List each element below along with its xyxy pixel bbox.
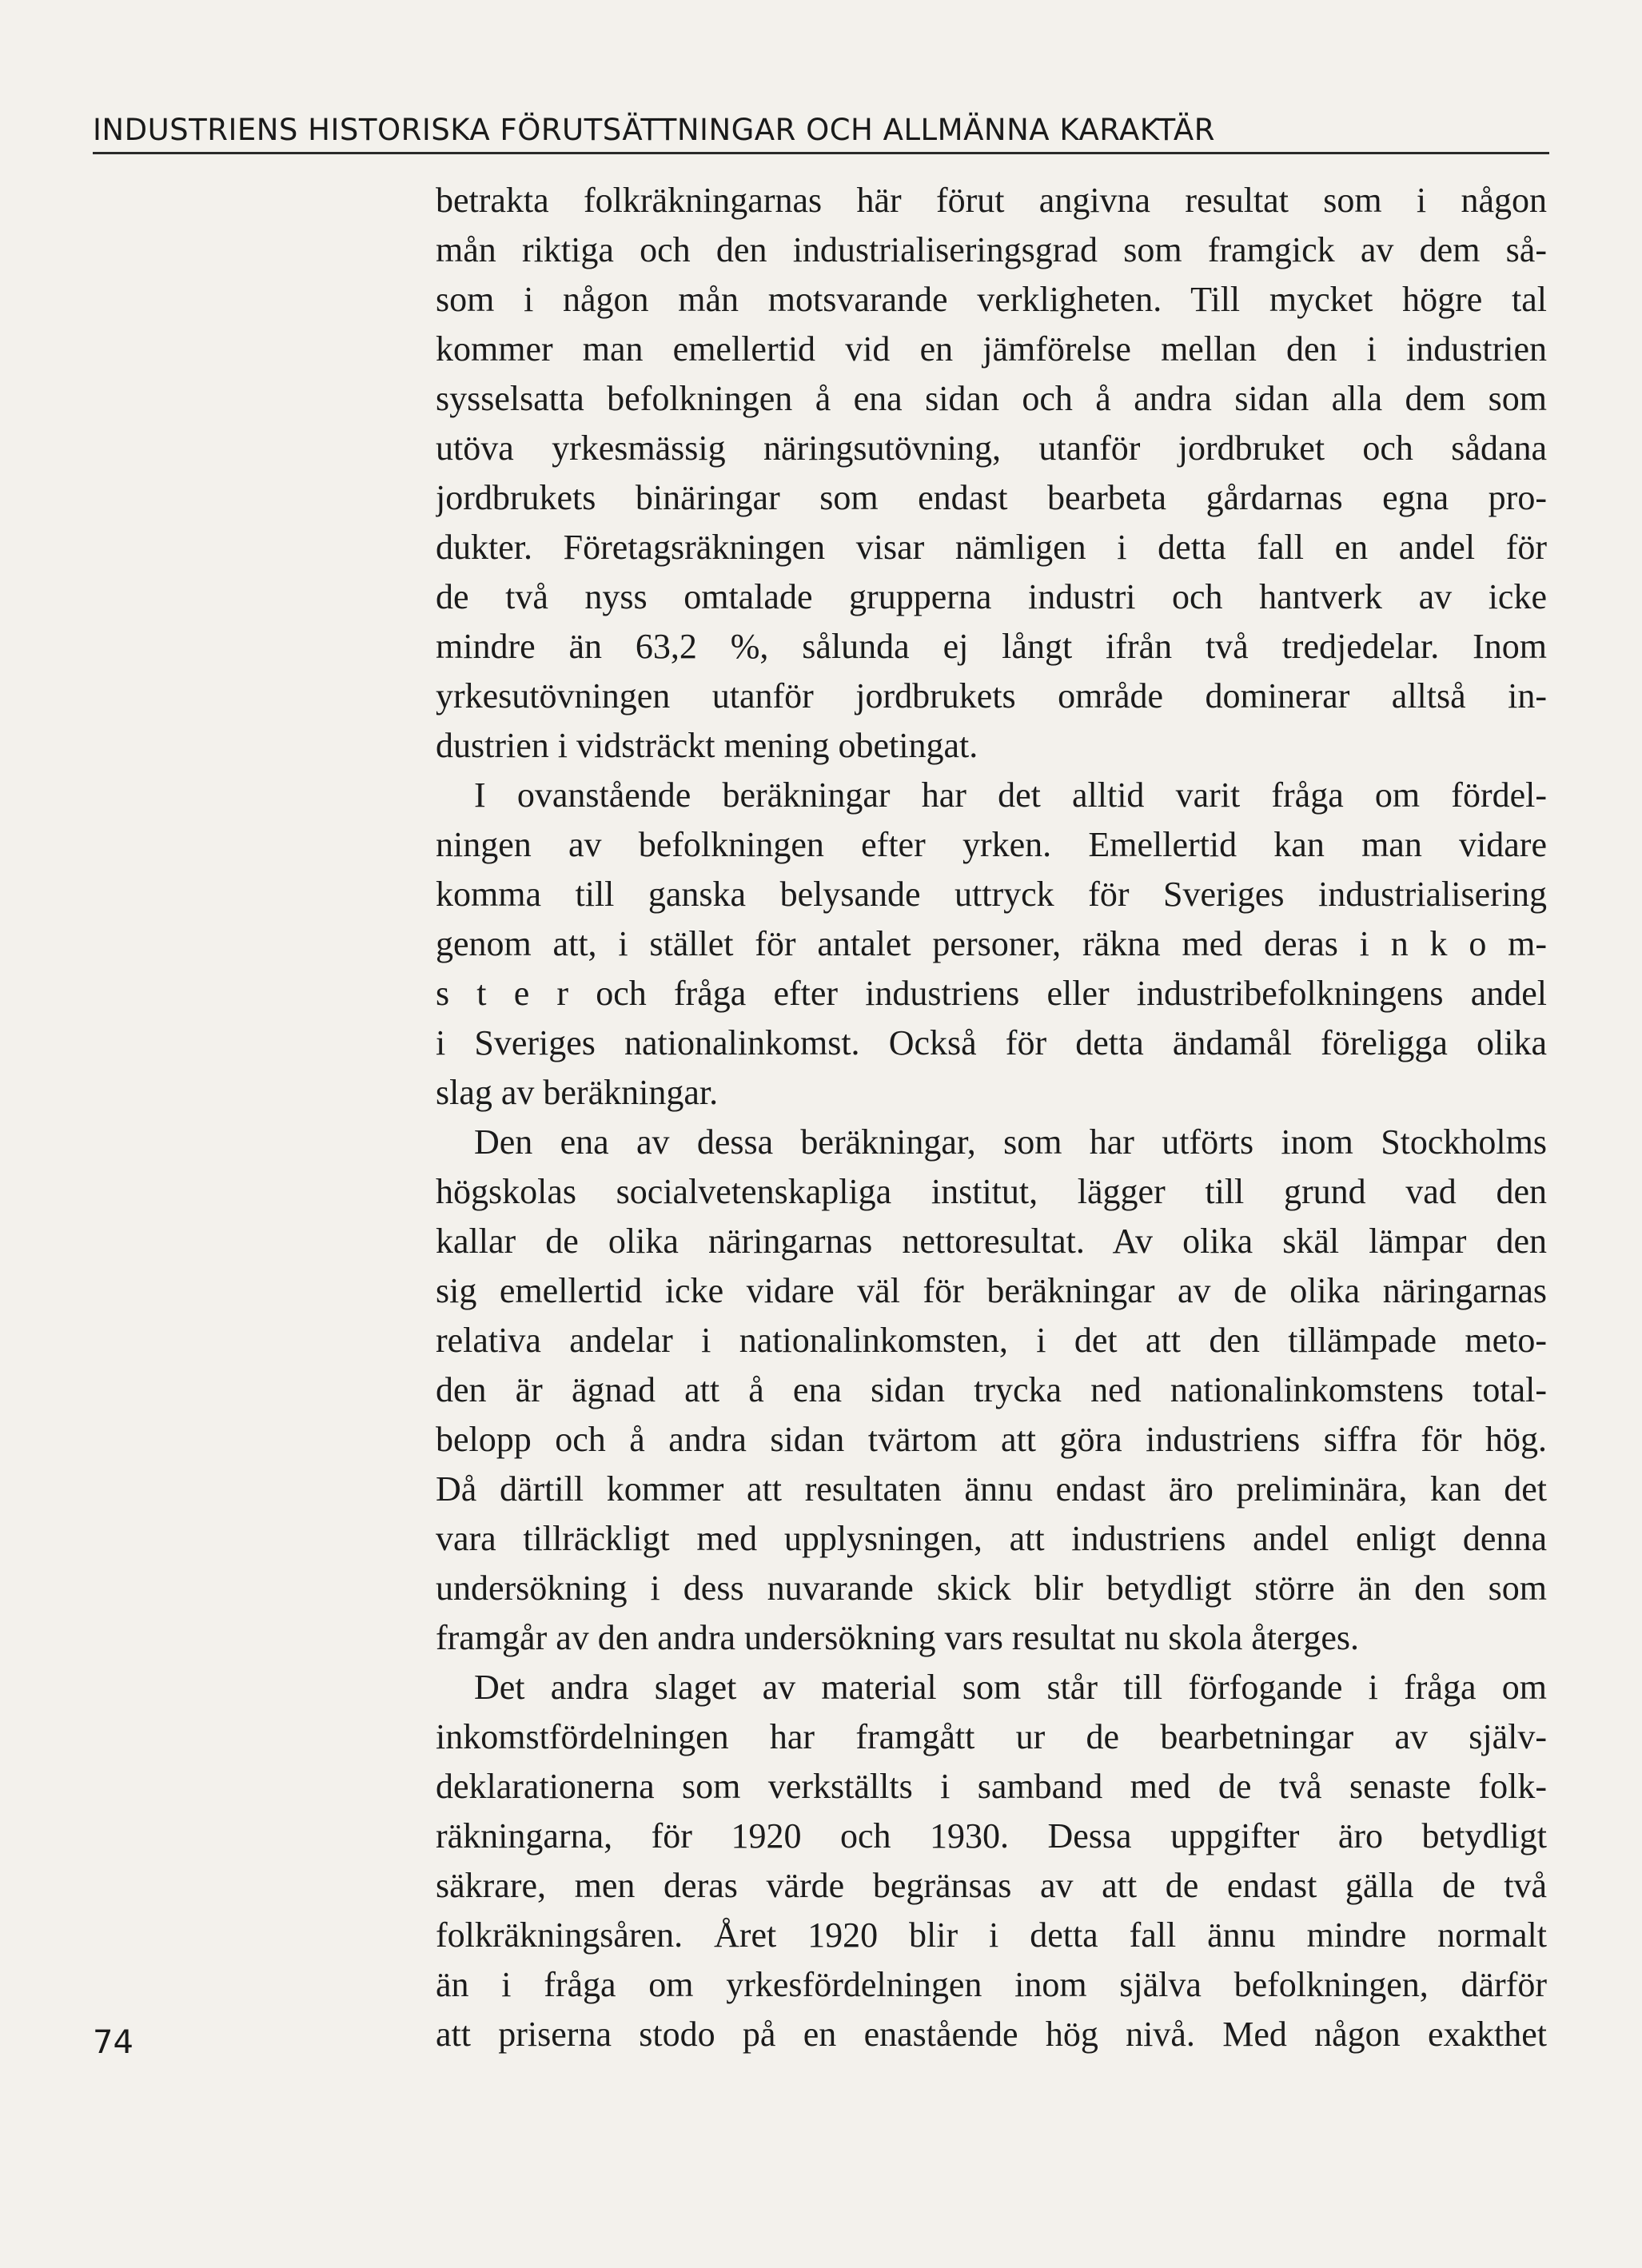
text-line: de två nyss omtalade grupperna industri och hantverk av icke [436, 577, 1547, 616]
text-line: Då därtill kommer att resultaten ännu endast äro preliminära, kan det [436, 1469, 1547, 1509]
text-line: Den ena av dessa beräkningar, som har utförts inom Stockholms [474, 1122, 1547, 1162]
text-line: Det andra slaget av material som står till förfogande i fråga om [474, 1668, 1547, 1707]
text-line: i Sveriges nationalinkomst. Också för detta ändamål föreligga olika [436, 1023, 1547, 1062]
text-line: vara tillräckligt med upplysningen, att industriens andel enligt denna [436, 1519, 1547, 1558]
paragraph [436, 1663, 1547, 2059]
text-line: folkräkningsåren. Året 1920 blir i detta fall ännu mindre normalt [436, 1915, 1547, 1955]
text-line: deklarationerna som verkställts i samband med de två senaste folk- [436, 1767, 1547, 1806]
paragraph [436, 176, 1547, 771]
header-rule [93, 152, 1549, 154]
text-line: mindre än 63,2 %, sålunda ej långt ifrån två tredjedelar. Inom [436, 627, 1547, 666]
text-line: belopp och å andra sidan tvärtom att göra industriens siffra för hög. [436, 1420, 1547, 1459]
text-line: s t e r och fråga efter industriens eller industribefolkningens andel [436, 974, 1547, 1013]
paragraph [436, 1118, 1547, 1663]
text-line: mån riktiga och den industrialiseringsgrad som framgick av dem så- [436, 230, 1547, 269]
text-line: slag av beräkningar. [436, 1073, 719, 1112]
text-line: framgår av den andra undersökning vars resultat nu skola återges. [436, 1618, 1360, 1657]
text-line: än i fråga om yrkesfördelningen inom själva befolkningen, därför [436, 1965, 1547, 2004]
text-line: utöva yrkesmässig näringsutövning, utanför jordbruket och sådana [436, 428, 1547, 468]
body-text [436, 176, 1547, 2059]
text-line: dukter. Företagsräkningen visar nämligen i detta fall en andel för [436, 528, 1547, 567]
text-line: högskolas socialvetenskapliga institut, lägger till grund vad den [436, 1172, 1547, 1211]
text-line: inkomstfördelningen har framgått ur de bearbetningar av själv- [436, 1717, 1547, 1756]
text-line: genom att, i stället för antalet personer, räkna med deras i n k o m- [436, 924, 1547, 963]
text-line: säkrare, men deras värde begränsas av att de endast gälla de två [436, 1866, 1547, 1905]
text-line: den är ägnad att å ena sidan trycka ned nationalinkomstens total- [436, 1370, 1547, 1409]
paragraph [436, 771, 1547, 1118]
text-line: betrakta folkräkningarnas här förut angivna resultat som i någon [436, 181, 1547, 220]
text-line: som i någon mån motsvarande verkligheten. Till mycket högre tal [436, 280, 1547, 319]
text-line: sysselsatta befolkningen å ena sidan och å andra sidan alla dem som [436, 379, 1547, 418]
text-line: komma till ganska belysande uttryck för Sveriges industrialisering [436, 875, 1547, 914]
text-line: dustrien i vidsträckt mening obetingat. [436, 726, 978, 765]
text-line: I ovanstående beräkningar har det alltid varit fråga om fördel- [474, 775, 1547, 815]
text-line: relativa andelar i nationalinkomsten, i det att den tillämpade meto- [436, 1321, 1547, 1360]
text-line: kommer man emellertid vid en jämförelse mellan den i industrien [436, 329, 1547, 369]
page-number: 74 [93, 2024, 134, 2061]
text-line: räkningarna, för 1920 och 1930. Dessa uppgifter äro betydligt [436, 1816, 1547, 1855]
text-line: att priserna stodo på en enastående hög nivå. Med någon exakthet [436, 2015, 1547, 2054]
text-line: yrkesutövningen utanför jordbrukets område dominerar alltså in- [436, 676, 1547, 715]
running-head: INDUSTRIENS HISTORISKA FÖRUTSÄTTNINGAR OCH ALLMÄNNA KARAKTÄR [93, 113, 1215, 147]
text-line: undersökning i dess nuvarande skick blir betydligt större än den som [436, 1568, 1547, 1608]
text-line: kallar de olika näringarnas nettoresultat. Av olika skäl lämpar den [436, 1222, 1547, 1261]
text-line: sig emellertid icke vidare väl för beräkningar av de olika näringarnas [436, 1271, 1547, 1310]
text-line: jordbrukets binäringar som endast bearbeta gårdarnas egna pro- [436, 478, 1547, 517]
text-line: ningen av befolkningen efter yrken. Emellertid kan man vidare [436, 825, 1547, 864]
